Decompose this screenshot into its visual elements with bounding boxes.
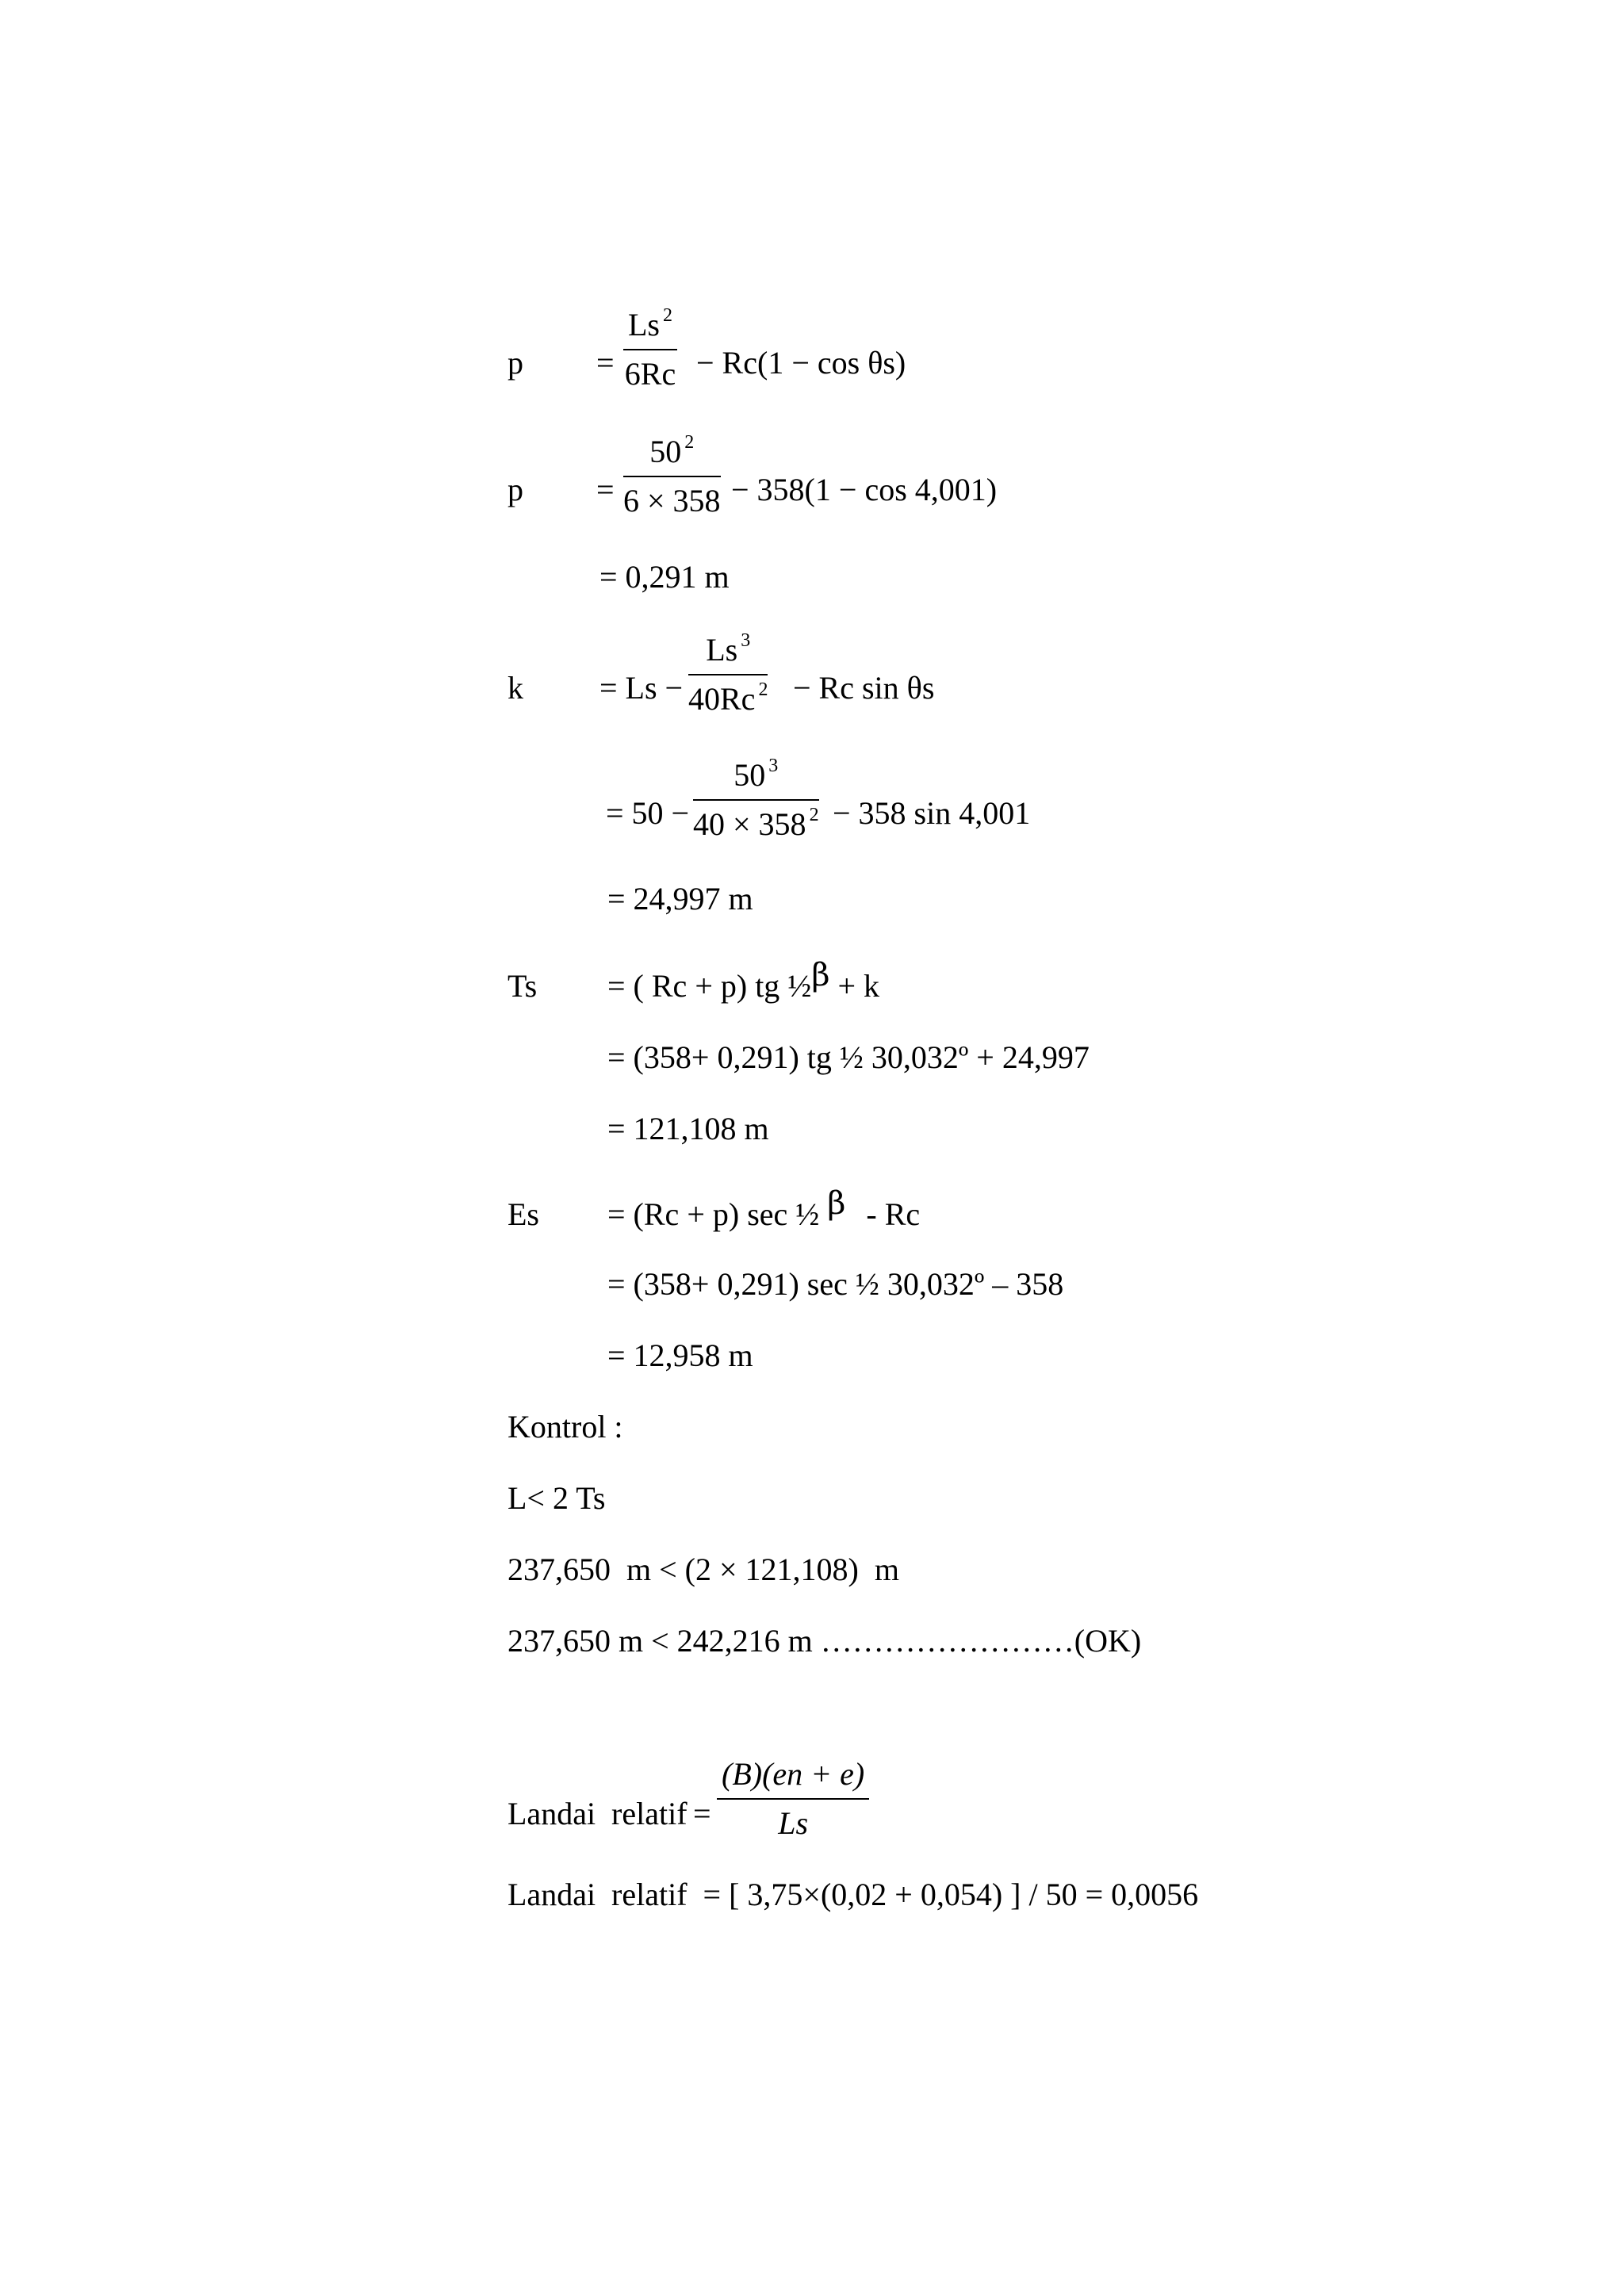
kontrol-condition: L< 2 Ts <box>508 1480 606 1516</box>
ts-subst: = (358+ 0,291) tg ½ 30,032º + 24,997 <box>607 1039 1090 1075</box>
es-formula-left: = (Rc + p) sec ½ <box>607 1196 820 1232</box>
k-fraction <box>688 630 768 717</box>
landai-label: Landai relatif <box>508 1796 688 1831</box>
p-label: p <box>508 472 523 507</box>
p-subst-row <box>0 432 1624 531</box>
k-den-base: 40Rc <box>688 681 756 717</box>
es-subst: = (358+ 0,291) sec ½ 30,032º – 358 <box>607 1266 1064 1302</box>
k-den-exponent: 2 <box>758 679 768 700</box>
k-subst-numerator <box>693 756 819 799</box>
es-result: = 12,958 m <box>607 1337 753 1373</box>
es-formula <box>607 1185 921 1232</box>
es-formula-right: - Rc <box>866 1196 921 1232</box>
landai-fraction <box>717 1758 869 1839</box>
ts-formula-right: + k <box>837 968 879 1004</box>
landai-denominator: Ls <box>778 1805 809 1841</box>
k-numerator <box>688 630 768 674</box>
p-denominator: 6Rc <box>624 356 676 392</box>
es-label: Es <box>508 1196 539 1232</box>
k-num-exponent: 3 <box>741 630 751 651</box>
equals-sign: = <box>596 345 615 381</box>
k-denominator <box>688 675 768 715</box>
k-lead: = Ls − <box>599 670 684 706</box>
k-subst-denominator <box>693 801 819 840</box>
landai-numerator: (B)(en + e) <box>722 1756 865 1792</box>
k-formula-rest: − Rc sin θs <box>793 670 935 706</box>
landai-calc: Landai relatif = [ 3,75×(0,02 + 0,054) ] / 50 = 0,0056 <box>508 1877 1199 1912</box>
k-subst-num-base: 50 <box>733 757 766 793</box>
k-subst-num-exponent: 3 <box>768 756 779 776</box>
beta-symbol: β <box>811 957 830 993</box>
ts-formula <box>607 957 879 1004</box>
ts-label: Ts <box>508 968 538 1004</box>
k-subst-lead: = 50 − <box>606 795 690 831</box>
landai-formula-row <box>0 1758 1624 1854</box>
p-numerator <box>623 305 677 349</box>
equals-sign: = <box>693 1796 711 1831</box>
k-num-base: Ls <box>706 632 738 668</box>
p-fraction <box>623 305 677 392</box>
ts-formula-left: = ( Rc + p) tg ½ <box>607 968 812 1004</box>
p-subst-num-exponent: 2 <box>684 432 695 453</box>
p-num-exponent: 2 <box>663 305 672 326</box>
k-subst-den-base: 40 × 358 <box>693 806 806 842</box>
k-label: k <box>508 670 523 706</box>
k-subst-row <box>0 756 1624 855</box>
ts-result: = 121,108 m <box>607 1111 769 1146</box>
k-subst-den-exponent: 2 <box>809 805 819 825</box>
p-subst-num-base: 50 <box>649 434 682 469</box>
p-num-base: Ls <box>628 307 660 342</box>
kontrol-title: Kontrol : <box>508 1409 623 1445</box>
k-subst-fraction <box>693 756 819 842</box>
kontrol-line-2: 237,650 m < 242,216 m ……………………(OK) <box>508 1623 1142 1659</box>
p-formula-row <box>0 305 1624 404</box>
p-subst-numerator <box>623 432 721 476</box>
p-subst-rest: − 358(1 − cos 4,001) <box>731 472 998 507</box>
p-subst-denominator: 6 × 358 <box>623 483 721 519</box>
k-formula-row <box>0 630 1624 729</box>
p-result: = 0,291 m <box>599 559 730 595</box>
p-formula-rest: − Rc(1 − cos θs) <box>696 345 906 381</box>
p-label: p <box>508 345 523 381</box>
k-subst-rest: − 358 sin 4,001 <box>833 795 1031 831</box>
kontrol-line-1: 237,650 m < (2 × 121,108) m <box>508 1552 899 1587</box>
equals-sign: = <box>596 472 615 507</box>
p-subst-fraction <box>623 432 721 519</box>
k-result: = 24,997 m <box>607 881 753 916</box>
beta-symbol: β <box>827 1185 846 1222</box>
